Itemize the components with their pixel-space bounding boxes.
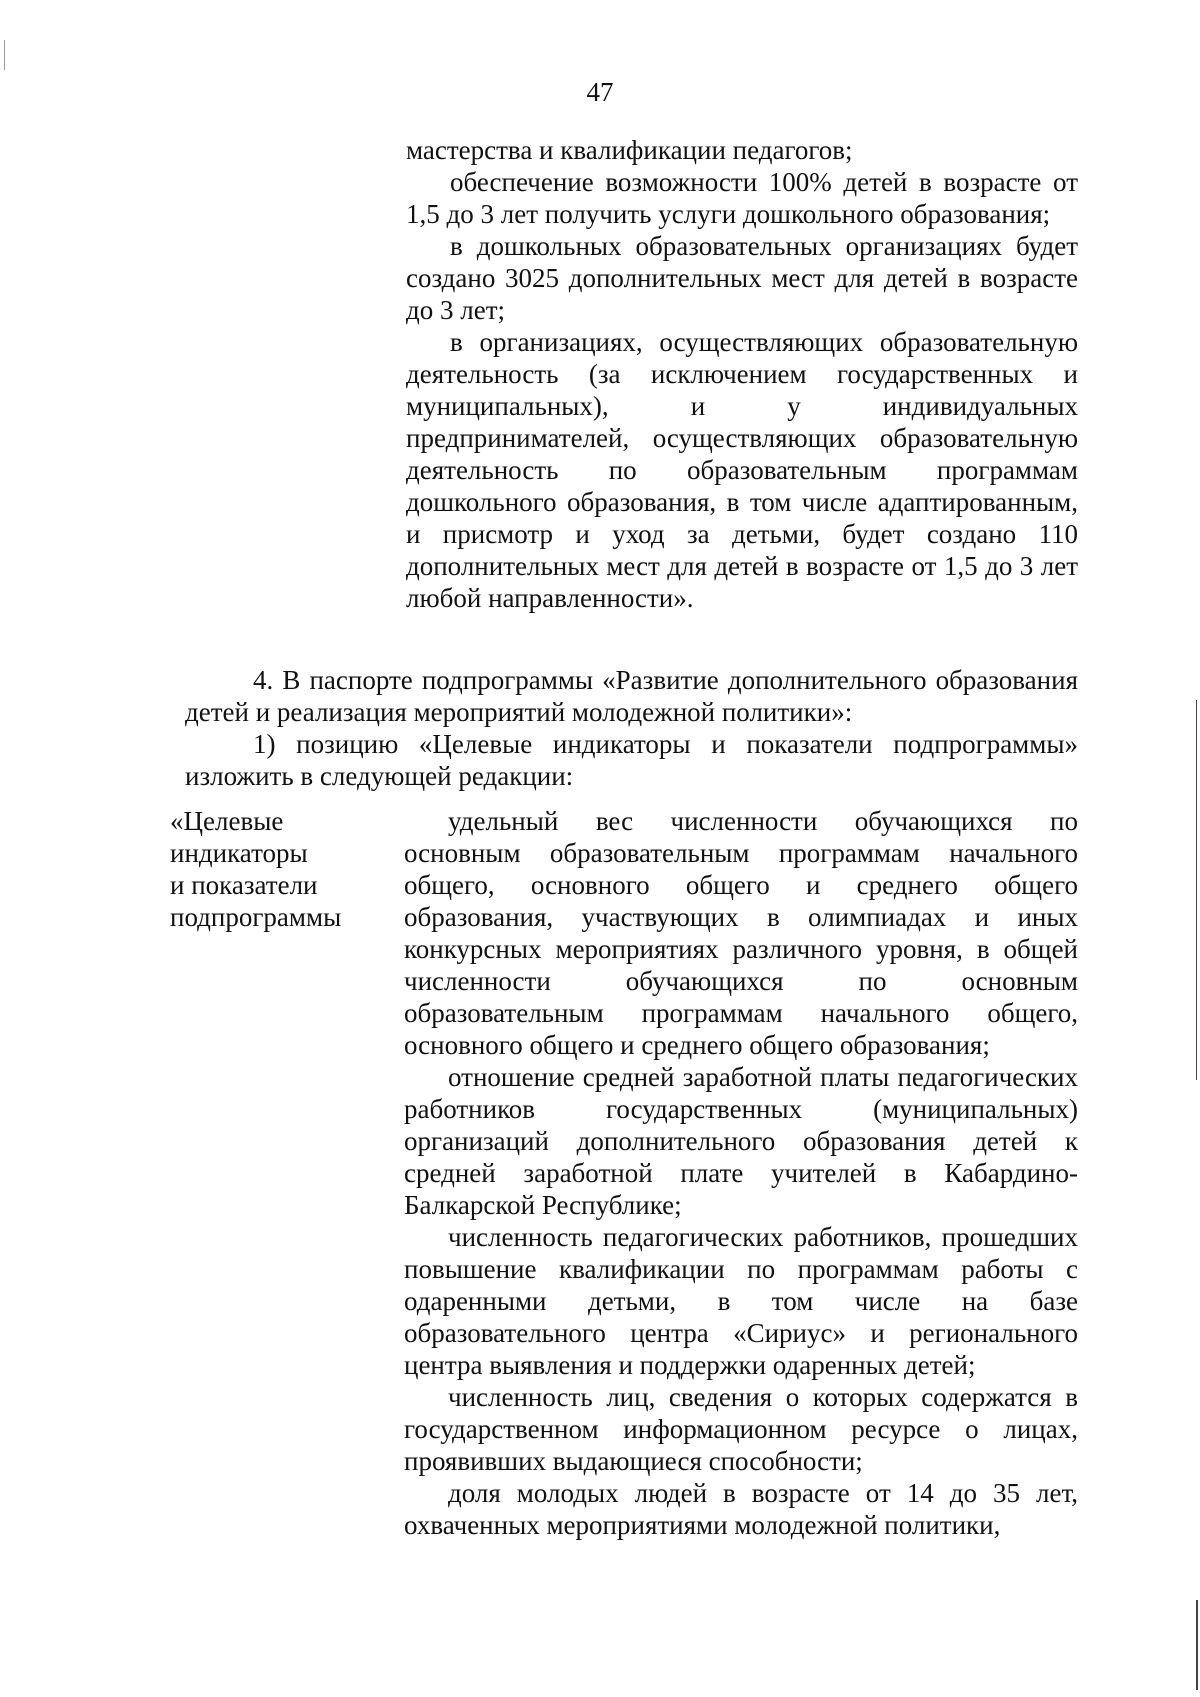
page-number: 47 bbox=[586, 77, 614, 107]
scan-edge-mark bbox=[4, 40, 5, 70]
indicator-item: отношение средней заработной платы педагогических работников государственных (муниципальных) организаций дополнительного образования детей к средней заработной плате учителей в Кабардино-Балкарской Республике; bbox=[404, 1062, 1078, 1220]
scan-edge-mark bbox=[1196, 1600, 1198, 1690]
paragraph: в дошкольных образовательных организациях будет создано 3025 дополнительных мест для детей в возрасте до 3 лет; bbox=[406, 231, 1078, 325]
scan-edge-mark bbox=[1196, 700, 1197, 1080]
subsection-instruction: 1) позицию «Целевые индикаторы и показатели подпрограммы» изложить в следующей редакции: bbox=[185, 729, 1078, 791]
label-line: и показатели bbox=[170, 870, 318, 900]
paragraph: в организациях, осуществляющих образовательную деятельность (за исключением государственных и муниципальных), и у индивидуальных предпринимателей, осуществляющих образовательную деятельность по образовательным программам дошкольного образования, в том числе адаптированным, и присмотр и уход за детьми, будет создано 110 дополнительных мест для детей в возрасте от 1,5 до 3 лет любой направленности». bbox=[406, 327, 1078, 613]
indicator-item: численность педагогических работников, прошедших повышение квалификации по программам работы с одаренными детьми, в том числе на базе образовательного центра «Сириус» и регионального центра выявления и поддержки одаренных детей; bbox=[404, 1222, 1078, 1380]
paragraph: мастерства и квалификации педагогов; bbox=[406, 135, 853, 165]
paragraph: обеспечение возможности 100% детей в возрасте от 1,5 до 3 лет получить услуги дошкольного образования; bbox=[406, 167, 1078, 229]
indicator-list-cell bbox=[404, 805, 1078, 1541]
label-line: индикаторы bbox=[170, 838, 308, 868]
section-heading: 4. В паспорте подпрограммы «Развитие дополнительного образования детей и реализация мероприятий молодежной политики»: bbox=[185, 665, 1078, 727]
indicator-label-cell bbox=[170, 805, 390, 933]
label-line: подпрограммы bbox=[170, 902, 342, 932]
indicator-item: численность лиц, сведения о которых содержатся в государственном информационном ресурсе о лицах, проявивших выдающиеся способности; bbox=[404, 1382, 1078, 1476]
indicator-item: доля молодых людей в возрасте от 14 до 35 лет, охваченных мероприятиями молодежной политики, bbox=[404, 1478, 1078, 1540]
amendment-block bbox=[185, 664, 1078, 792]
label-line: «Целевые bbox=[170, 806, 284, 836]
continuation-block bbox=[406, 134, 1078, 614]
indicator-item: удельный вес численности обучающихся по основным образовательным программам начального общего, основного общего и среднего общего образования, участвующих в олимпиадах и иных конкурсных мероприятиях различного уровня, в общей численности обучающихся по основным образовательным программам начального общего, основного общего и среднего общего образования; bbox=[404, 806, 1078, 1060]
